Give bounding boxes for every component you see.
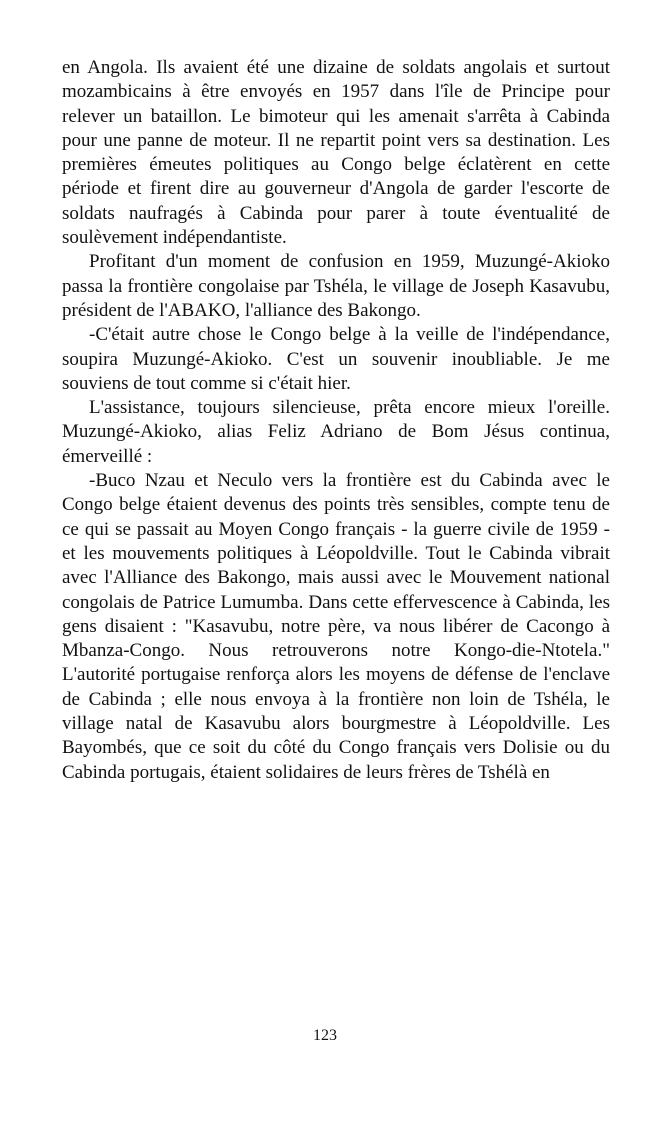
paragraph-assistance: L'assistance, toujours silencieuse, prêta encore mieux l'oreille. Muzungé-Akioko, alias Feliz Adriano de Bom Jésus continua, émerveillé : — [62, 397, 610, 467]
paragraph-profitant: Profitant d'un moment de confusion en 1959, Muzungé-Akioko passa la frontière congolaise par Tshéla, le village de Joseph Kasavubu, président de l'ABAKO, l'alliance des Bakongo. — [62, 251, 610, 321]
page-number: 123 — [313, 1027, 337, 1044]
body-text — [62, 56, 610, 785]
paragraph-continuation: en Angola. Ils avaient été une dizaine de soldats angolais et surtout mozambicains à être envoyés en 1957 dans l'île de Principe pour relever un bataillon. Le bimoteur qui les amenait s'arrêta à Cabinda pour une panne de moteur. Il ne repartit point vers sa destination. Les premières émeutes politiques au Congo belge éclatèrent en cette période et firent dire au gouverneur d'Angola de garder l'escorte de soldats naufragés à Cabinda pour parer à toute éventualité de soulèvement indépendantiste. — [62, 57, 610, 249]
paragraph-dialogue-buco-nzau: -Buco Nzau et Neculo vers la frontière est du Cabinda avec le Congo belge étaient devenus des points très sensibles, compte tenu de ce qui se passait au Moyen Congo français - la guerre civile de 1959 - et les mouvements politiques à Léopoldville. Tout le Cabinda vibrait avec l'Alliance des Bakongo, mais aussi avec le Mouvement national congolais de Patrice Lumumba. Dans cette effervescence à Cabinda, les gens disaient : "Kasavubu, notre père, va nous libérer de Cacongo à Mbanza-Congo. Nous retrouverons notre Kongo-die-Ntotela." L'autorité portugaise renforça alors les moyens de défense de l'enclave de Cabinda ; elle nous envoya à la frontière non loin de Tshéla, le village natal de Kasavubu alors bourgmestre à Léopoldville. Les Bayombés, que ce soit du côté du Congo français vers Dolisie ou du Cabinda portugais, étaient solidaires de leurs frères de Tshélà en — [62, 470, 610, 783]
paragraph-dialogue-congo-belge: -C'était autre chose le Congo belge à la veille de l'indépendance, soupira Muzungé-Akioko. C'est un souvenir inoubliable. Je me souviens de tout comme si c'était hier. — [62, 324, 610, 394]
